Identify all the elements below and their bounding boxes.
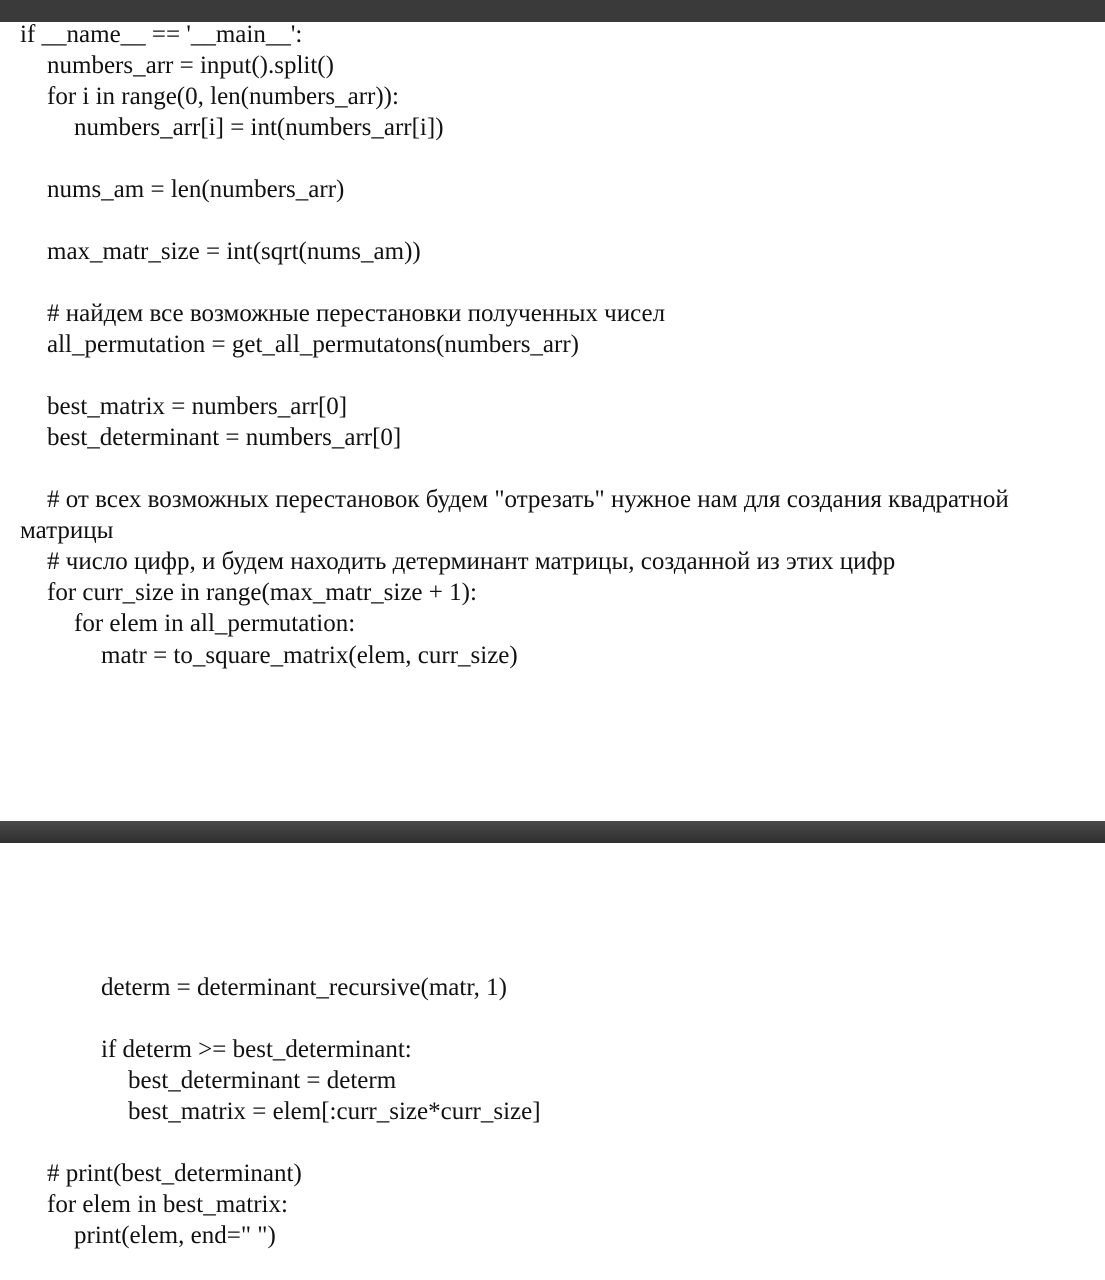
code-comment: # print(best_determinant) [47,1160,302,1187]
code-line: if __name__ == '__main__': [20,21,303,48]
code-line: best_determinant = determ [128,1067,397,1094]
code-comment: # число цифр, и будем находить детерминант матрицы, созданной из этих цифр [47,548,896,575]
code-comment-wrap: матрицы [20,517,114,544]
code-line: all_permutation = get_all_permutatons(numbers_arr) [47,331,579,358]
code-comment: # от всех возможных перестановок будем "отрезать" нужное нам для создания квадратной [47,486,1009,513]
code-line: best_matrix = numbers_arr[0] [47,393,348,420]
code-line: matr = to_square_matrix(elem, curr_size) [101,642,518,669]
code-line: best_matrix = elem[:curr_size*curr_size] [128,1098,541,1125]
code-line: for i in range(0, len(numbers_arr)): [47,83,399,110]
code-line: determ = determinant_recursive(matr, 1) [101,974,507,1001]
code-line: for elem in all_permutation: [74,610,356,637]
code-line: numbers_arr = input().split() [47,52,334,79]
code-line: nums_am = len(numbers_arr) [47,176,345,203]
code-line: max_matr_size = int(sqrt(nums_am)) [47,238,421,265]
code-comment: # найдем все возможные перестановки полученных чисел [47,300,666,327]
code-line: for elem in best_matrix: [47,1191,288,1218]
code-line: for curr_size in range(max_matr_size + 1): [47,579,477,606]
code-line: best_determinant = numbers_arr[0] [47,424,402,451]
page-separator-bar [0,821,1105,843]
code-line: print(elem, end=" ") [74,1222,276,1249]
code-line: numbers_arr[i] = int(numbers_arr[i]) [74,114,444,141]
code-line: if determ >= best_determinant: [101,1036,412,1063]
